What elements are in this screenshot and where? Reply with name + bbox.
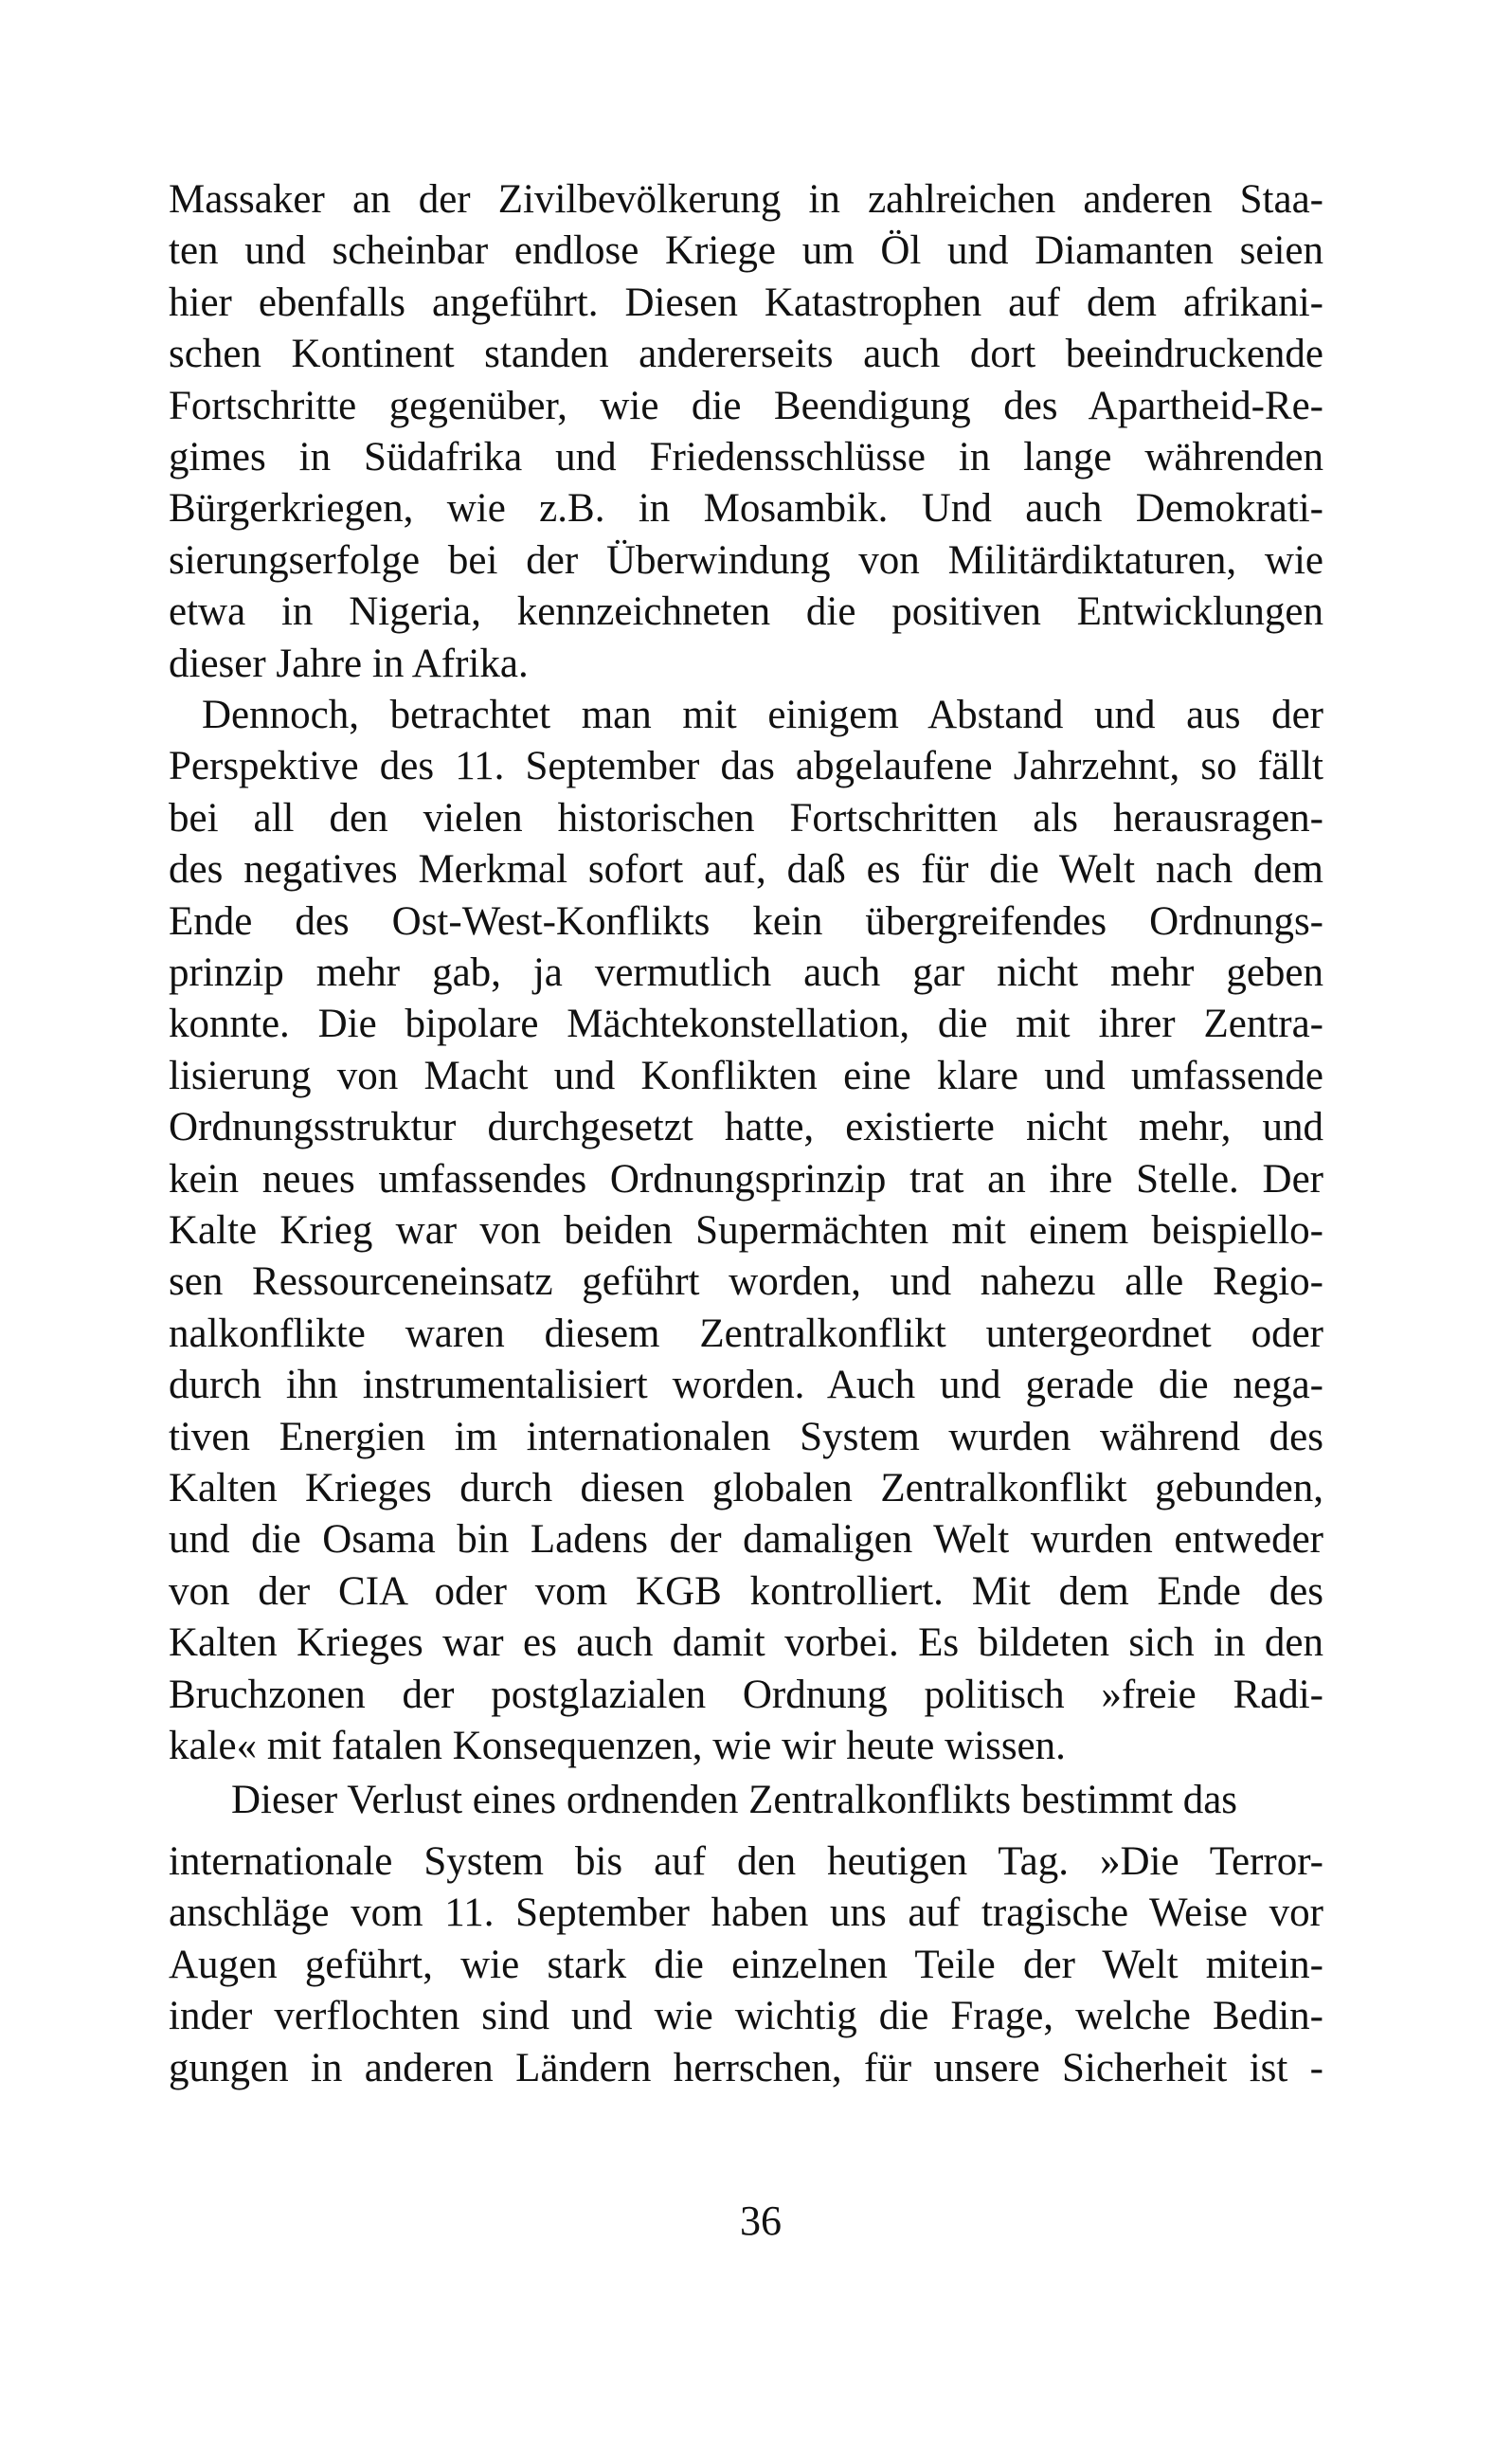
text-line: lisierung von Macht und Konflikten eine klare und umfassende (169, 1053, 1323, 1098)
text-line: Kalte Krieg war von beiden Supermächten mit einem beispiello- (169, 1208, 1323, 1253)
text-line: anschläge vom 11. September haben uns auf tragische Weise vor (169, 1890, 1323, 1936)
text-line: internationale System bis auf den heutigen Tag. »Die Terror- (169, 1839, 1323, 1884)
text-line: des negatives Merkmal sofort auf, daß es für die Welt nach dem (169, 847, 1323, 893)
page-number: 36 (740, 2198, 782, 2244)
text-line: Bürgerkriegen, wie z.B. in Mosambik. Und auch Demokrati- (169, 486, 1323, 532)
text-line: kein neues umfassendes Ordnungsprinzip trat an ihre Stelle. Der (169, 1156, 1323, 1202)
text-line: Ordnungsstruktur durchgesetzt hatte, existierte nicht mehr, und (169, 1105, 1323, 1150)
text-line: inder verflochten sind und wie wichtig die Frage, welche Bedin- (169, 1994, 1323, 2039)
text-line: gungen in anderen Ländern herrschen, für unsere Sicherheit ist - (169, 2045, 1323, 2090)
text-line: prinzip mehr gab, ja vermutlich auch gar nicht mehr geben (169, 950, 1323, 995)
text-line: kale« mit fatalen Konsequenzen, wie wir heute wissen. (169, 1724, 1066, 1768)
text-line: Kalten Krieges war es auch damit vorbei. Es bildeten sich in den (169, 1620, 1323, 1666)
text-line: von der CIA oder vom KGB kontrolliert. Mit dem Ende des (169, 1568, 1323, 1614)
text-line: Bruchzonen der postglazialen Ordnung politisch »freie Radi- (169, 1672, 1323, 1717)
text-line: schen Kontinent standen andererseits auch dort beeindruckende (169, 332, 1323, 377)
text-line: hier ebenfalls angeführt. Diesen Katastrophen auf dem afrikani- (169, 280, 1323, 325)
text-line: sierungserfolge bei der Überwindung von Militärdiktaturen, wie (169, 537, 1323, 583)
text-line: konnte. Die bipolare Mächtekonstellation, die mit ihrer Zentra- (169, 1002, 1323, 1047)
text-line: Perspektive des 11. September das abgelaufene Jahrzehnt, so fällt (169, 744, 1323, 789)
text-line: Ende des Ost-West-Konflikts kein übergreifendes Ordnungs- (169, 898, 1323, 944)
text-line: Augen geführt, wie stark die einzelnen Teile der Welt mitein- (169, 1942, 1323, 1987)
text-line: etwa in Nigeria, kennzeichneten die positiven Entwicklungen (169, 589, 1323, 635)
text-line: und die Osama bin Ladens der damaligen Welt wurden entweder (169, 1517, 1323, 1563)
text-line: dieser Jahre in Afrika. (169, 641, 529, 686)
text-line: Dennoch, betrachtet man mit einigem Abstand und aus der (202, 693, 1323, 737)
text-line: Massaker an der Zivilbevölkerung in zahlreichen anderen Staa- (169, 177, 1323, 222)
text-line: Dieser Verlust eines ordnenden Zentralkonflikts bestimmt das (231, 1778, 1238, 1822)
text-line: gimes in Südafrika und Friedensschlüsse in lange währenden (169, 435, 1323, 479)
text-line: durch ihn instrumentalisiert worden. Auch und gerade die nega- (169, 1363, 1323, 1408)
text-line: ten und scheinbar endlose Kriege um Öl und Diamanten seien (169, 228, 1323, 274)
text-line: bei all den vielen historischen Fortschritten als herausragen- (169, 795, 1323, 841)
text-line: Fortschritte gegenüber, wie die Beendigung des Apartheid-Re- (169, 383, 1323, 428)
text-line: sen Ressourceneinsatz geführt worden, und nahezu alle Regio- (169, 1259, 1323, 1305)
text-line: tiven Energien im internationalen System wurden während des (169, 1414, 1323, 1459)
text-line: nalkonflikte waren diesem Zentralkonflikt untergeordnet oder (169, 1311, 1323, 1356)
text-line: Kalten Krieges durch diesen globalen Zentralkonflikt gebunden, (169, 1466, 1323, 1510)
